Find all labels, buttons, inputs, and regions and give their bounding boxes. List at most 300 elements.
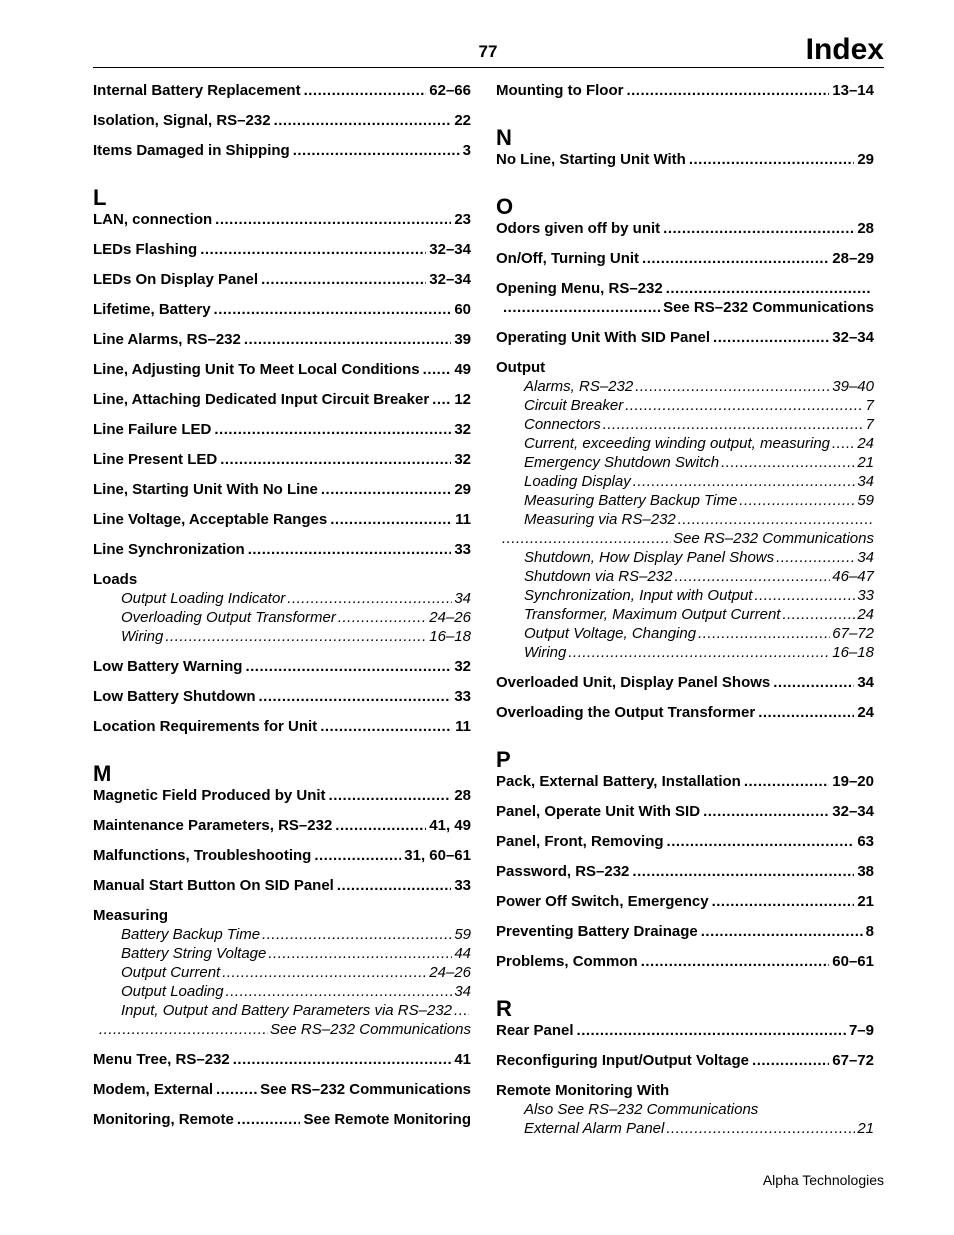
index-term: Maintenance Parameters, RS–232 [93, 817, 333, 834]
page-title: Index [805, 33, 884, 66]
dot-leader [338, 608, 427, 627]
index-page-ref: 3 [462, 142, 471, 159]
index-term: Reconfiguring Input/Output Voltage [496, 1052, 750, 1069]
index-term: Rear Panel [496, 1022, 574, 1039]
index-page-ref: 16–18 [429, 628, 471, 645]
index-group [93, 570, 471, 646]
index-subentry [93, 963, 471, 982]
index-page-ref: 24 [857, 435, 874, 452]
index-page-ref: 41 [454, 1051, 471, 1068]
index-line [496, 952, 874, 971]
index-subentry [496, 605, 874, 624]
index-page-ref: 7–9 [848, 1022, 874, 1039]
index-term: Shutdown, How Display Panel Shows [524, 549, 775, 566]
index-page-ref: 8 [865, 923, 874, 940]
index-page-ref: 24–26 [429, 964, 471, 981]
index-term: Emergency Shutdown Switch [524, 454, 720, 471]
index-subentry [496, 548, 874, 567]
index-page-ref: 22 [454, 112, 471, 129]
index-subentry [496, 377, 874, 396]
index-entry [93, 141, 471, 160]
index-line [93, 360, 471, 379]
dot-leader [330, 510, 452, 529]
index-entry [93, 450, 471, 469]
index-group-heading: Measuring [93, 907, 169, 924]
index-entry [93, 300, 471, 319]
index-term: Pack, External Battery, Installation [496, 773, 741, 790]
index-line [93, 786, 471, 805]
index-page-ref: 63 [857, 833, 874, 850]
index-line [496, 1021, 874, 1040]
index-page-ref: 21 [857, 1120, 874, 1137]
dot-leader [744, 772, 829, 791]
index-page-ref: 24 [857, 606, 874, 623]
dot-leader [335, 816, 426, 835]
section-letter: R [496, 996, 512, 1021]
index-column-right [496, 81, 874, 1149]
index-entry [496, 892, 874, 911]
index-term: Problems, Common [496, 953, 638, 970]
index-term: Also See RS–232 Communications [524, 1101, 759, 1118]
index-line [93, 846, 471, 865]
dot-leader [259, 687, 452, 706]
index-term: Menu Tree, RS–232 [93, 1051, 230, 1068]
index-term: Preventing Battery Drainage [496, 923, 698, 940]
index-page-ref: 11 [455, 511, 471, 528]
index-page-ref: 33 [857, 587, 874, 604]
index-page-ref: 34 [454, 983, 471, 1000]
dot-leader [626, 81, 829, 100]
index-entry [496, 772, 874, 791]
section-letter: O [496, 194, 514, 219]
index-page-ref: See Remote Monitoring [303, 1111, 471, 1128]
index-term: Password, RS–232 [496, 863, 630, 880]
index-line [93, 111, 471, 130]
index-entry [496, 862, 874, 881]
dot-leader [321, 480, 451, 499]
index-page-ref: 23 [454, 211, 471, 228]
dot-leader [304, 81, 427, 100]
index-entry [93, 540, 471, 559]
index-line [93, 1080, 471, 1099]
index-line [93, 717, 471, 736]
dot-leader [689, 150, 854, 169]
index-group [496, 358, 874, 662]
index-page-ref: 33 [454, 688, 471, 705]
index-term: Panel, Operate Unit With SID [496, 803, 701, 820]
index-subentry [496, 624, 874, 643]
index-subentry [496, 529, 874, 548]
dot-leader [248, 540, 452, 559]
index-entry [93, 510, 471, 529]
section-letter: L [93, 185, 107, 210]
index-term: No Line, Starting Unit With [496, 151, 686, 168]
index-page-ref: 33 [454, 877, 471, 894]
index-term: Synchronization, Input with Output [524, 587, 753, 604]
index-line [496, 772, 874, 791]
dot-leader [754, 586, 855, 605]
index-page-ref: 28–29 [832, 250, 874, 267]
index-entry [93, 816, 471, 835]
index-page-ref: 24–26 [429, 609, 471, 626]
index-term: LAN, connection [93, 211, 213, 228]
index-line [93, 816, 471, 835]
index-entry [93, 240, 471, 259]
index-term: Magnetic Field Produced by Unit [93, 787, 326, 804]
index-term: Output Voltage, Changing [524, 625, 697, 642]
index-subentry [496, 1119, 874, 1138]
index-term: Current, exceeding winding output, measuring [524, 435, 831, 452]
index-term: Loading Display [524, 473, 631, 490]
index-term: LEDs Flashing [93, 241, 198, 258]
dot-leader [633, 472, 856, 491]
dot-leader [165, 627, 427, 646]
dot-leader [713, 328, 829, 347]
index-entry [93, 360, 471, 379]
index-page-ref: 60 [454, 301, 471, 318]
index-page-ref: 12 [454, 391, 471, 408]
index-entry [93, 1110, 471, 1129]
index-term: Measuring Battery Backup Time [524, 492, 738, 509]
index-subentry [496, 643, 874, 662]
index-page-ref: 62–66 [429, 82, 471, 99]
index-line [496, 832, 874, 851]
index-page-ref: 39–40 [832, 378, 874, 395]
index-term: Operating Unit With SID Panel [496, 329, 711, 346]
dot-leader [261, 270, 426, 289]
index-term: Wiring [121, 628, 164, 645]
index-subentry [496, 434, 874, 453]
index-term: Low Battery Shutdown [93, 688, 256, 705]
index-subentry [496, 1100, 874, 1119]
index-page-ref: 31, 60–61 [404, 847, 471, 864]
index-page-ref: 59 [857, 492, 874, 509]
index-term: Wiring [524, 644, 567, 661]
index-entry [496, 249, 874, 268]
dot-leader [200, 240, 426, 259]
index-entry [496, 832, 874, 851]
index-term: LEDs On Display Panel [93, 271, 259, 288]
index-term: Line, Starting Unit With No Line [93, 481, 318, 498]
index-entry [496, 150, 874, 169]
index-group [496, 1081, 874, 1138]
index-page-ref: 38 [857, 863, 874, 880]
dot-leader [712, 892, 855, 911]
header-rule [93, 67, 884, 68]
section-letter: M [93, 761, 112, 786]
index-line [496, 802, 874, 821]
index-entry [93, 81, 471, 100]
index-page-ref: See RS–232 Communications [663, 299, 874, 316]
index-line [93, 876, 471, 895]
index-page-ref: 32 [454, 421, 471, 438]
dot-leader [274, 111, 452, 130]
index-page-ref: 34 [454, 590, 471, 607]
index-page-ref: 33 [454, 541, 471, 558]
dot-leader [293, 141, 460, 160]
index-term: Line Voltage, Acceptable Ranges [93, 511, 328, 528]
index-subentry [93, 627, 471, 646]
dot-leader [721, 453, 855, 472]
dot-leader [222, 963, 427, 982]
dot-leader [603, 415, 864, 434]
dot-leader [641, 952, 830, 971]
dot-leader [776, 548, 855, 567]
index-term: Alarms, RS–232 [524, 378, 634, 395]
index-entry [93, 330, 471, 349]
index-page-ref: 7 [865, 416, 874, 433]
index-line [496, 219, 874, 238]
dot-leader [701, 922, 863, 941]
index-term: Lifetime, Battery [93, 301, 211, 318]
index-term: Circuit Breaker [524, 397, 624, 414]
index-subentry [496, 396, 874, 415]
dot-leader [314, 846, 401, 865]
index-entry [496, 922, 874, 941]
dot-leader [226, 982, 453, 1001]
index-line [496, 703, 874, 722]
index-entry [93, 270, 471, 289]
index-line [496, 328, 874, 347]
index-entry [93, 1080, 471, 1099]
index-entry [93, 111, 471, 130]
dot-leader [214, 300, 452, 319]
dot-leader [244, 330, 451, 349]
index-group-heading: Loads [93, 571, 138, 588]
index-subentry [93, 1001, 471, 1020]
dot-leader [674, 567, 830, 586]
dot-leader [752, 1051, 829, 1070]
dot-leader [773, 673, 854, 692]
index-term: Isolation, Signal, RS–232 [93, 112, 271, 129]
index-line [496, 298, 874, 317]
dot-leader [268, 944, 452, 963]
index-line [93, 141, 471, 160]
index-term: On/Off, Turning Unit [496, 250, 640, 267]
index-term: Battery String Voltage [121, 945, 267, 962]
index-term: Input, Output and Battery Parameters via RS–232 [121, 1002, 453, 1019]
index-term: Overloaded Unit, Display Panel Shows [496, 674, 771, 691]
index-entry [496, 219, 874, 238]
index-page-ref: 59 [454, 926, 471, 943]
index-page-ref: 32–34 [832, 329, 874, 346]
index-term: Power Off Switch, Emergency [496, 893, 709, 910]
index-subentry [496, 567, 874, 586]
index-entry [93, 717, 471, 736]
index-page-ref: See RS–232 Communications [270, 1021, 471, 1038]
index-entry [93, 846, 471, 865]
dot-leader [337, 876, 451, 895]
index-page-ref: 39 [454, 331, 471, 348]
index-entry [93, 390, 471, 409]
dot-leader [423, 360, 452, 379]
index-line [496, 81, 874, 100]
index-subentry [93, 925, 471, 944]
dot-leader [666, 1119, 855, 1138]
dot-leader [502, 529, 671, 548]
dot-leader [287, 589, 452, 608]
index-page-ref: 29 [454, 481, 471, 498]
index-term: Items Damaged in Shipping [93, 142, 290, 159]
index-entry [496, 673, 874, 692]
dot-leader [667, 832, 855, 851]
index-line [496, 862, 874, 881]
dot-leader [216, 1080, 257, 1099]
index-term: Overloading Output Transformer [121, 609, 336, 626]
index-line [93, 450, 471, 469]
dot-leader [698, 624, 830, 643]
index-entry [93, 876, 471, 895]
index-entry [496, 81, 874, 100]
dot-leader [245, 657, 451, 676]
index-term: Modem, External [93, 1081, 214, 1098]
dot-leader [703, 802, 829, 821]
index-page-ref: 32 [454, 451, 471, 468]
dot-leader [663, 219, 854, 238]
index-subentry [93, 589, 471, 608]
index-page-ref: 21 [857, 893, 874, 910]
index-group-heading: Output [496, 359, 546, 376]
index-line [496, 279, 874, 298]
dot-leader [758, 703, 854, 722]
dot-leader [503, 298, 660, 317]
index-term: Overloading the Output Transformer [496, 704, 756, 721]
index-term: Malfunctions, Troubleshooting [93, 847, 312, 864]
index-entry [93, 657, 471, 676]
index-entry [496, 328, 874, 347]
index-entry [496, 279, 874, 317]
dot-leader [215, 210, 451, 229]
index-page-ref: 34 [857, 473, 874, 490]
dot-leader [214, 420, 451, 439]
index-line [496, 892, 874, 911]
index-line [93, 1110, 471, 1129]
index-page-ref: 49 [454, 361, 471, 378]
index-entry [93, 480, 471, 499]
dot-leader [432, 390, 451, 409]
index-entry [496, 952, 874, 971]
index-page-ref: 41, 49 [429, 817, 471, 834]
index-term: Battery Backup Time [121, 926, 261, 943]
index-entry [93, 210, 471, 229]
index-page-ref: 32 [454, 658, 471, 675]
index-page-ref: 11 [455, 718, 471, 735]
index-term: Line Alarms, RS–232 [93, 331, 241, 348]
index-term: Line Present LED [93, 451, 218, 468]
dot-leader [666, 279, 871, 298]
index-term: Mounting to Floor [496, 82, 624, 99]
index-page-ref: 24 [857, 704, 874, 721]
dot-leader [233, 1050, 452, 1069]
index-line [93, 390, 471, 409]
index-subentry [496, 510, 874, 529]
index-line [93, 81, 471, 100]
section-letter: P [496, 747, 511, 772]
index-line [496, 922, 874, 941]
index-term: Output Loading Indicator [121, 590, 286, 607]
index-subentry [93, 944, 471, 963]
index-entry [93, 1050, 471, 1069]
index-entry [496, 1051, 874, 1070]
dot-leader [329, 786, 452, 805]
index-term: Location Requirements for Unit [93, 718, 318, 735]
index-line [496, 249, 874, 268]
dot-leader [739, 491, 855, 510]
index-line [93, 270, 471, 289]
index-page-ref: 67–72 [832, 1052, 874, 1069]
index-term: Line Failure LED [93, 421, 212, 438]
index-term: Manual Start Button On SID Panel [93, 877, 334, 894]
dot-leader [237, 1110, 301, 1129]
index-entry [496, 802, 874, 821]
index-term: Monitoring, Remote [93, 1111, 234, 1128]
index-term: Line, Adjusting Unit To Meet Local Conditions [93, 361, 420, 378]
index-page-ref: 67–72 [832, 625, 874, 642]
index-entry [93, 786, 471, 805]
index-page-ref: See RS–232 Communications [673, 530, 874, 547]
index-page-ref: 44 [454, 945, 471, 962]
index-page-ref: 28 [857, 220, 874, 237]
index-line [496, 1051, 874, 1070]
index-line [93, 330, 471, 349]
dot-leader [577, 1021, 846, 1040]
dot-leader [99, 1020, 268, 1039]
index-subentry [496, 472, 874, 491]
index-page-ref: 32–34 [429, 271, 471, 288]
index-term: Measuring via RS–232 [524, 511, 676, 528]
index-line [93, 300, 471, 319]
index-term: Internal Battery Replacement [93, 82, 301, 99]
index-entry [496, 1021, 874, 1040]
index-page-ref: 34 [857, 674, 874, 691]
index-subentry [93, 1020, 471, 1039]
index-page-ref: 28 [454, 787, 471, 804]
index-term: Transformer, Maximum Output Current [524, 606, 781, 623]
index-page-ref: 29 [857, 151, 874, 168]
dot-leader [625, 396, 863, 415]
index-page-ref: 34 [857, 549, 874, 566]
index-term: Output Current [121, 964, 221, 981]
index-subentry [496, 586, 874, 605]
index-line [93, 420, 471, 439]
dot-leader [678, 510, 872, 529]
index-subentry [496, 491, 874, 510]
index-page-ref: 46–47 [832, 568, 874, 585]
index-page-ref: 19–20 [832, 773, 874, 790]
index-entry [93, 420, 471, 439]
index-page-ref: 32–34 [832, 803, 874, 820]
index-column-left [93, 81, 471, 1140]
index-page-ref: 60–61 [832, 953, 874, 970]
index-line [93, 480, 471, 499]
index-group-heading: Remote Monitoring With [496, 1082, 670, 1099]
index-term: Panel, Front, Removing [496, 833, 664, 850]
index-line [93, 540, 471, 559]
index-line [93, 510, 471, 529]
dot-leader [262, 925, 452, 944]
index-line [496, 150, 874, 169]
dot-leader [635, 377, 830, 396]
index-entry [496, 703, 874, 722]
dot-leader [782, 605, 855, 624]
index-line [93, 687, 471, 706]
index-page-ref: 7 [865, 397, 874, 414]
dot-leader [568, 643, 830, 662]
index-subentry [496, 415, 874, 434]
index-term: External Alarm Panel [524, 1120, 665, 1137]
index-term: Connectors [524, 416, 601, 433]
dot-leader [832, 434, 855, 453]
